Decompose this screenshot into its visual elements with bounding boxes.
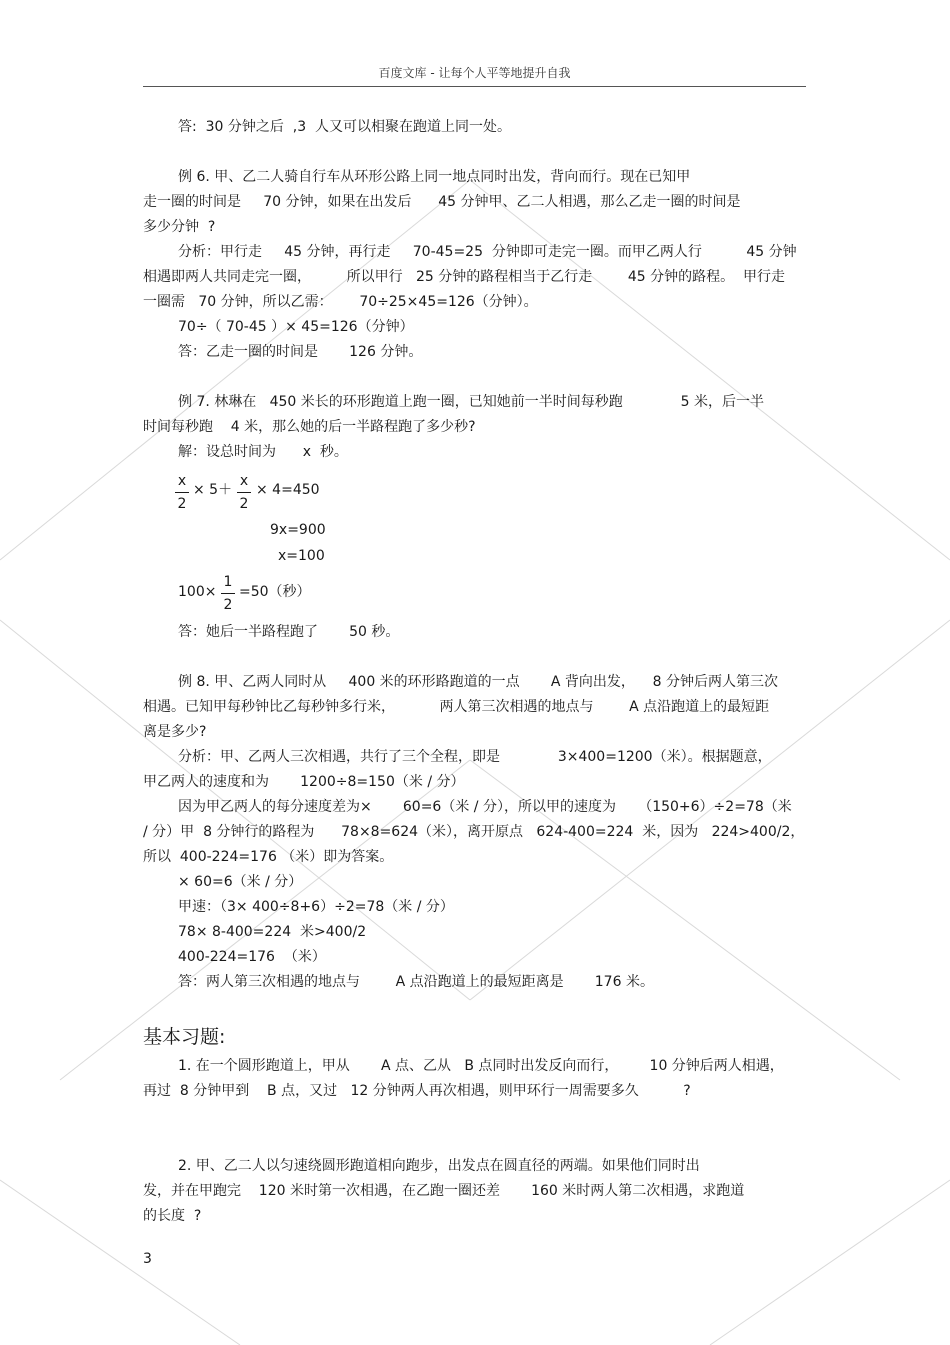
example-8-line: 离是多少? — [143, 724, 207, 740]
exercise-2-line: 发，并在甲跑完 120 米时第一次相遇，在乙跑一圈还差 160 米时两人第二次相遇，求跑道 — [143, 1183, 745, 1199]
analysis-line: 分析：甲行走 45 分钟，再行走 70-45=25 分钟即可走完一圈。而甲乙两人行 45 分钟 — [178, 244, 797, 260]
answer-line: 答：乙走一圈的时间是 126 分钟。 — [178, 344, 423, 360]
analysis-line: / 分）甲 8 分钟行的路程为 78×8=624（米），离开原点 624-400=224 米，因为 224>400/2， — [143, 824, 805, 840]
solution-line: 解：设总时间为 x 秒。 — [178, 444, 348, 460]
fraction-denominator: 2 — [223, 597, 233, 613]
fraction-bar — [237, 492, 251, 493]
equation-line: 100× — [178, 584, 217, 600]
fraction — [175, 472, 189, 513]
fraction-denominator: 2 — [177, 496, 187, 512]
equation-line: 甲速：（3× 400÷8+6）÷2=78（米 / 分） — [178, 899, 454, 915]
fraction-numerator: x — [177, 473, 187, 489]
equation-line: 9x=900 — [270, 522, 326, 538]
example-8-line: 相遇。已知甲每秒钟比乙每秒钟多行米， 两人第三次相遇的地点与 A 点沿跑道上的最短距 — [143, 699, 770, 715]
example-6-line: 走一圈的时间是 70 分钟，如果在出发后 45 分钟甲、乙二人相遇，那么乙走一圈的时间是 — [143, 194, 741, 210]
analysis-line: 所以 400-224=176 （米）即为答案。 — [143, 849, 394, 865]
exercise-1-line: 再过 8 分钟甲到 B 点，又过 12 分钟两人再次相遇，则甲环行一周需要多久 ? — [143, 1083, 691, 1099]
fraction — [237, 472, 251, 513]
fraction-bar — [175, 492, 189, 493]
equation-line: =50（秒） — [239, 584, 311, 600]
answer-line: 答：她后一半路程跑了 50 秒。 — [178, 624, 400, 640]
analysis-line: 甲乙两人的速度和为 1200÷8=150（米 / 分） — [143, 774, 465, 790]
analysis-line: 因为甲乙两人的每分速度差为× 60=6（米 / 分），所以甲的速度为 （150+6）÷2=78（米 — [178, 799, 792, 815]
page-number: 3 — [143, 1251, 152, 1267]
analysis-line: 一圈需 70 分钟，所以乙需： 70÷25×45=126（分钟）。 — [143, 294, 538, 310]
equation-line: 400-224=176 （米） — [178, 949, 326, 965]
example-8-line: 例 8. 甲、乙两人同时从 400 米的环形路跑道的一点 A 背向出发， 8 分钟后两人第三次 — [178, 674, 779, 690]
equation-line: x=100 — [278, 548, 325, 564]
fraction-numerator: x — [239, 473, 249, 489]
example-6-line: 多少分钟 ? — [143, 219, 216, 235]
fraction-bar — [221, 593, 235, 594]
page-header: 百度文库 - 让每个人平等地提升自我 — [378, 66, 571, 80]
fraction-numerator: 1 — [223, 574, 233, 590]
example-7-line: 例 7. 林琳在 450 米长的环形跑道上跑一圈，已知她前一半时间每秒跑 5 米，后一半 — [178, 394, 764, 410]
section-title: 基本习题: — [143, 1026, 226, 1048]
answer-line: 答：两人第三次相遇的地点与 A 点沿跑道上的最短距离是 176 米。 — [178, 974, 654, 990]
equation-line: × 4=450 — [256, 482, 320, 498]
exercise-2-line: 2. 甲、乙二人以匀速绕圆形跑道相向跑步，出发点在圆直径的两端。如果他们同时出 — [178, 1158, 700, 1174]
answer-line: 答: 30 分钟之后 ,3 人又可以相聚在跑道上同一处。 — [178, 119, 512, 135]
equation-line: × 5＋ — [193, 482, 233, 498]
analysis-line: 分析：甲、乙两人三次相遇，共行了三个全程，即是 3×400=1200（米）。根据题意， — [178, 749, 772, 765]
fraction-denominator: 2 — [239, 496, 249, 512]
exercise-2-line: 的长度 ? — [143, 1208, 202, 1224]
fraction — [221, 573, 235, 614]
equation-line: × 60=6（米 / 分） — [178, 874, 303, 890]
example-6-line: 例 6. 甲、乙二人骑自行车从环形公路上同一地点同时出发，背向而行。现在已知甲 — [178, 169, 691, 185]
analysis-line: 相遇即两人共同走完一圈， 所以甲行 25 分钟的路程相当于乙行走 45 分钟的路程。 甲行走 — [143, 269, 785, 285]
equation-line: 78× 8-400=224 米>400/2 — [178, 924, 367, 940]
exercise-1-line: 1. 在一个圆形跑道上，甲从 A 点、乙从 B 点同时出发反向而行， 10 分钟后两人相遇， — [178, 1058, 784, 1074]
equation-line: 70÷（ 70-45 ）× 45=126（分钟） — [178, 319, 414, 335]
example-7-line: 时间每秒跑 4 米，那么她的后一半路程跑了多少秒? — [143, 419, 476, 435]
header-divider — [143, 86, 806, 87]
